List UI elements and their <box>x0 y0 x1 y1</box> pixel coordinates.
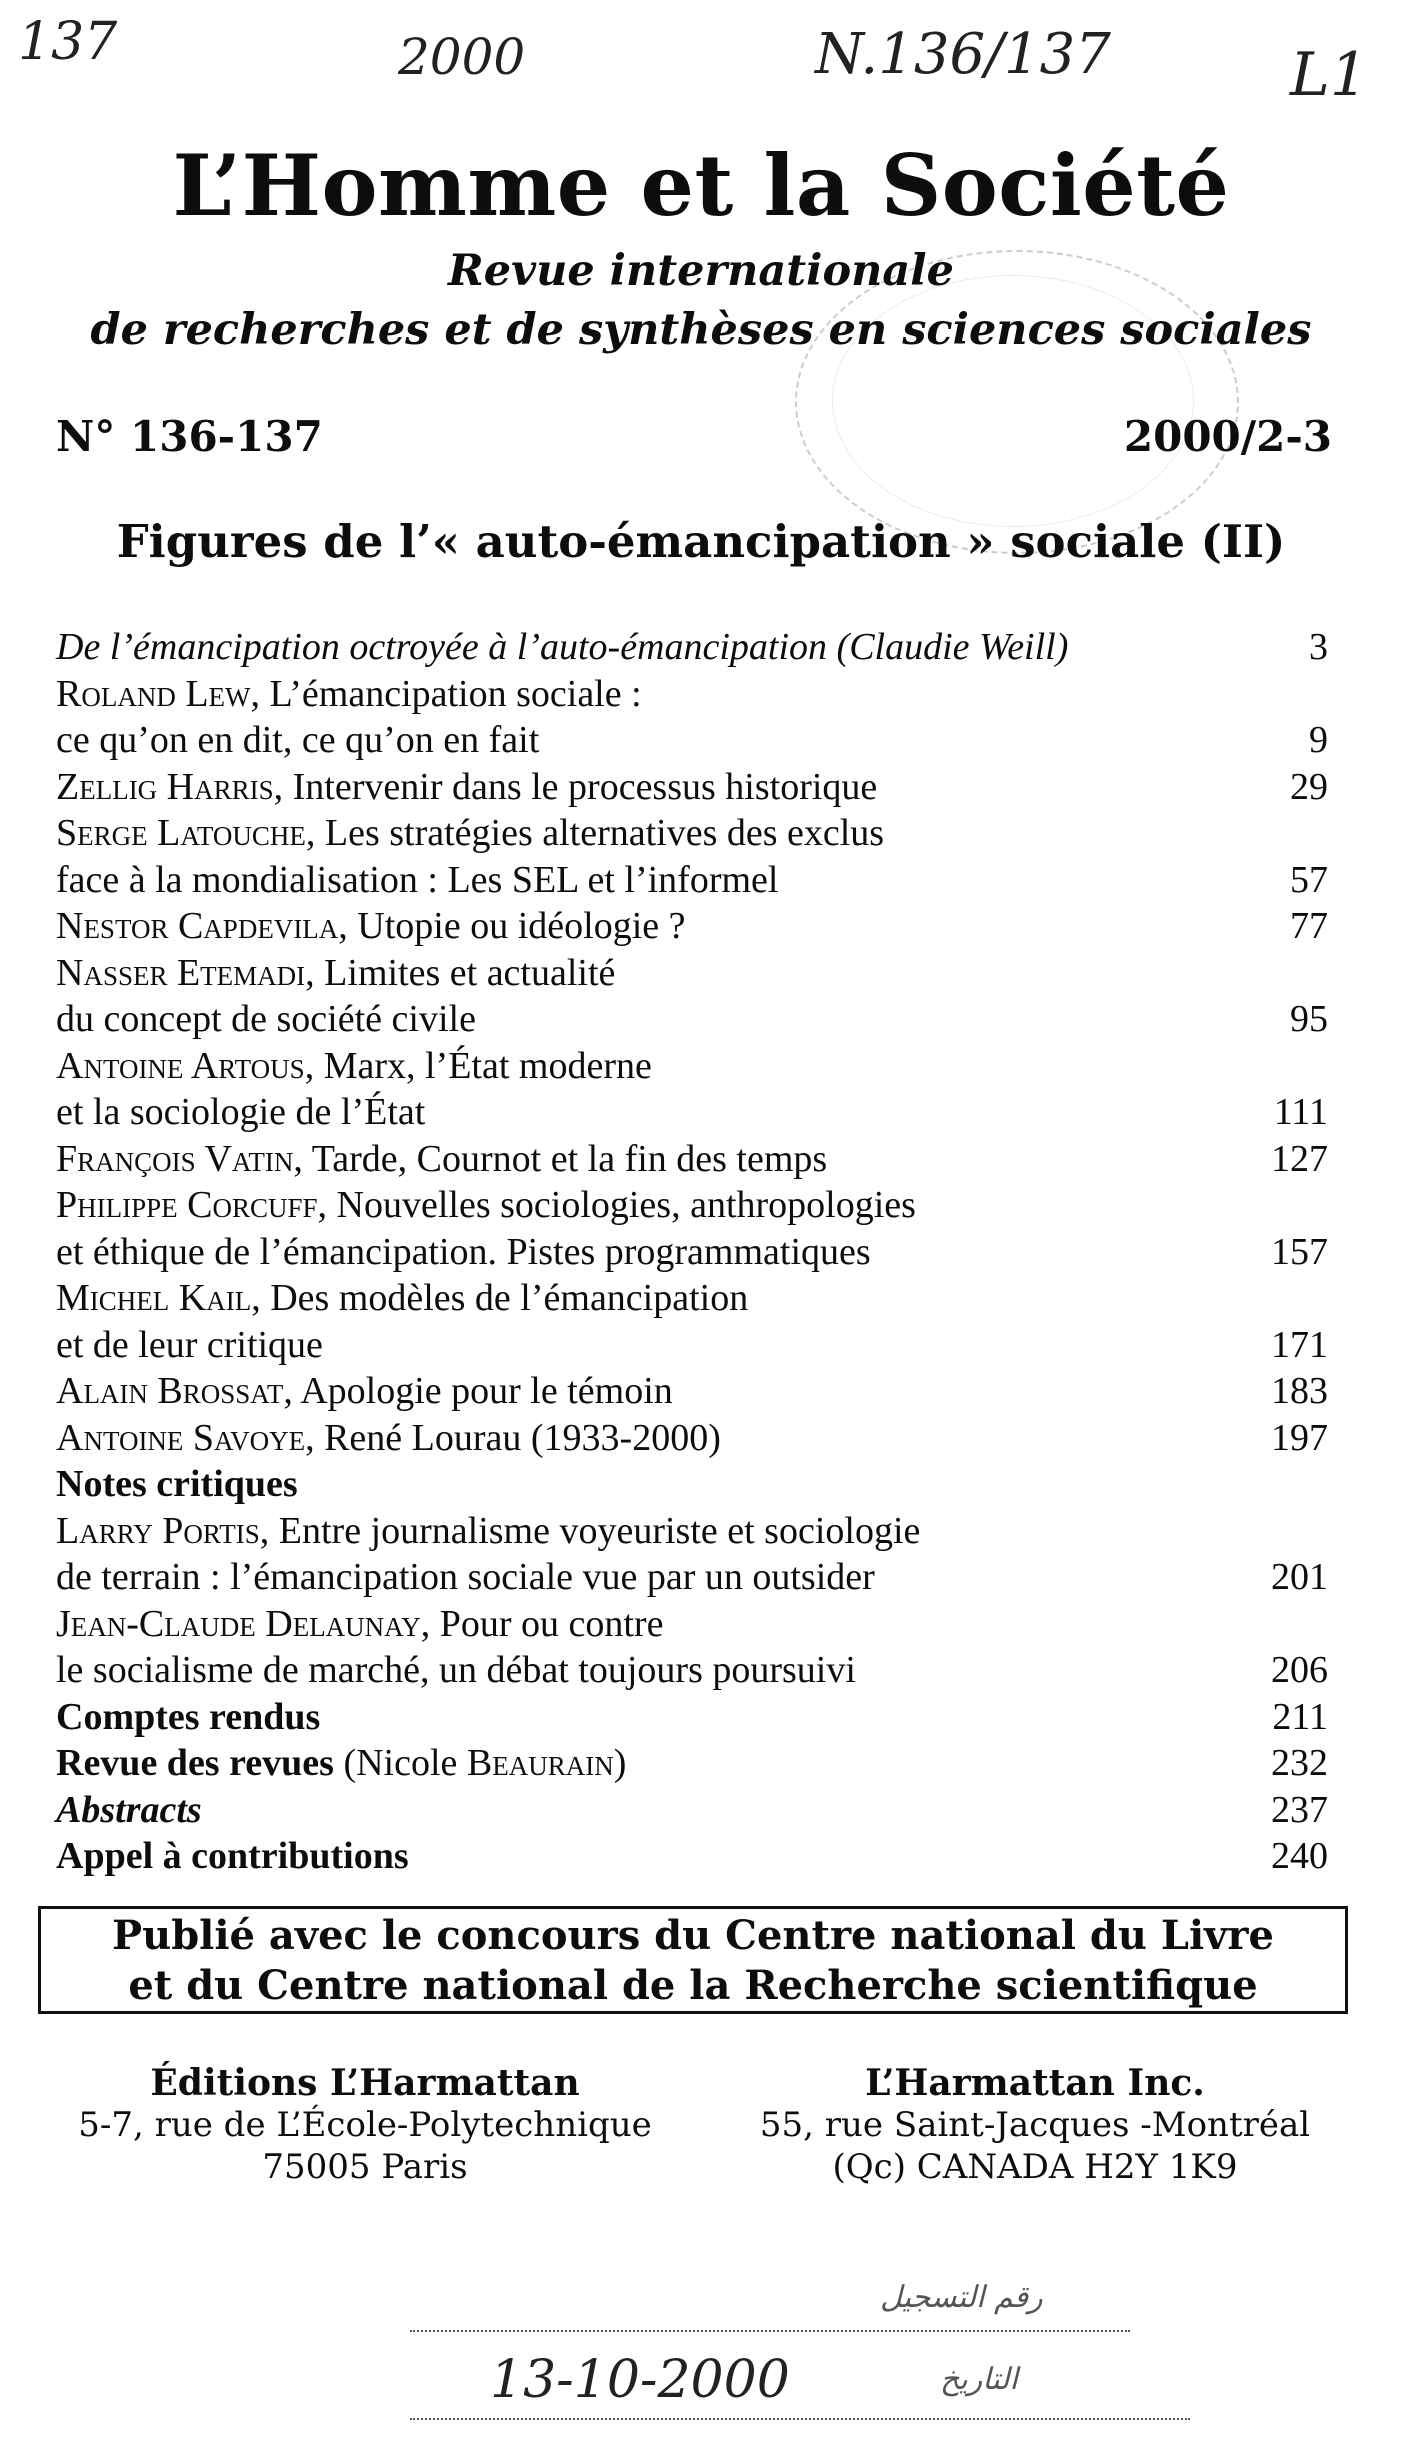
publisher-name: Éditions L’Harmattan <box>150 2062 580 2104</box>
toc-title: , Pour ou contre <box>420 1602 664 1645</box>
toc-title: Abstracts <box>56 1788 202 1831</box>
toc-author: François Vatin <box>56 1137 294 1180</box>
toc-entry <box>56 1508 1328 1555</box>
toc-page: 57 <box>1290 858 1328 901</box>
toc-title-cont: face à la mondialisation : Les SEL et l’informel <box>56 858 779 901</box>
toc-title: Revue des revues <box>56 1742 334 1784</box>
toc-entry <box>56 950 1328 997</box>
toc-title: Appel à contributions <box>56 1835 409 1877</box>
toc-entry-editorial <box>56 624 1328 671</box>
toc-page: 237 <box>1271 1788 1328 1831</box>
publisher-paris <box>40 2062 690 2188</box>
publisher-address: 55, rue Saint-Jacques -Montréal <box>759 2105 1311 2145</box>
toc-title: , Entre journalisme voyeuriste et sociologie <box>259 1509 921 1552</box>
toc-author: Alain Brossat <box>56 1370 284 1412</box>
toc-title-cont: et éthique de l’émancipation. Pistes programmatiques <box>56 1230 871 1273</box>
toc-entry <box>56 1182 1328 1229</box>
toc-title-cont: le socialisme de marché, un débat toujours poursuivi <box>56 1649 856 1691</box>
toc-title-cont: de terrain : l’émancipation sociale vue par un outsider <box>56 1556 875 1598</box>
handwritten-arabic-2: التاريخ <box>940 2362 1018 2397</box>
toc-author: Serge Latouche <box>56 812 306 854</box>
support-notice-line-2: et du Centre national de la Recherche scientifique <box>128 1962 1258 2009</box>
toc-extra: (Nicole <box>333 1742 467 1784</box>
toc-title: , L’émancipation sociale : <box>250 672 642 715</box>
toc-entry <box>56 903 1328 950</box>
toc-entry-cont <box>56 1229 1328 1276</box>
toc-entry <box>56 1368 1328 1415</box>
toc-entry <box>56 671 1328 718</box>
toc-entry-reviews <box>56 1694 1328 1741</box>
toc-page: 157 <box>1271 1230 1328 1273</box>
toc-entry <box>56 810 1328 857</box>
toc-title: , Les stratégies alternatives des exclus <box>305 812 885 854</box>
toc-title: , Limites et actualité <box>305 951 616 994</box>
toc-entry-call <box>56 1833 1328 1880</box>
toc-entry <box>56 1136 1328 1183</box>
journal-subtitle-line-2: de recherches et de synthèses en sciences sociales <box>90 305 1312 355</box>
toc-title: , Utopie ou idéologie ? <box>338 905 686 947</box>
toc-author: Larry Portis <box>56 1509 260 1552</box>
toc-entry <box>56 1415 1328 1462</box>
toc-title-cont: et de leur critique <box>56 1323 323 1366</box>
toc-page: 127 <box>1271 1137 1328 1180</box>
toc-title: Comptes rendus <box>56 1695 321 1738</box>
journal-subtitle-line-1: Revue internationale <box>448 246 954 296</box>
toc-title: De l’émancipation octroyée à l’auto-émancipation (Claudie Weill) <box>56 626 1069 668</box>
toc-author: Nasser Etemadi <box>56 951 306 994</box>
toc-entry-journal-review <box>56 1740 1328 1787</box>
handwritten-date: 13-10-2000 <box>490 2350 790 2410</box>
handwritten-corner-mark: L1 <box>1290 40 1369 110</box>
toc-entry-cont <box>56 717 1328 764</box>
toc-page: 111 <box>1273 1091 1328 1133</box>
toc-author: Nestor Capdevila <box>56 905 339 947</box>
toc-title: , Nouvelles sociologies, anthropologies <box>317 1184 916 1226</box>
toc-page: 171 <box>1271 1323 1328 1366</box>
toc-entry-cont <box>56 1322 1328 1369</box>
toc-title: , Des modèles de l’émancipation <box>251 1277 749 1319</box>
toc-page: 29 <box>1290 765 1328 808</box>
toc-page: 201 <box>1271 1556 1328 1598</box>
publisher-montreal <box>710 2062 1360 2188</box>
support-notice <box>38 1906 1348 2014</box>
toc-page: 77 <box>1290 905 1328 947</box>
toc-section-heading: Notes critiques <box>56 1463 298 1505</box>
toc-entry <box>56 1601 1328 1648</box>
toc-title: , Marx, l’État moderne <box>304 1044 652 1087</box>
toc-page: 9 <box>1309 719 1328 761</box>
handwritten-arabic-1: رقم التسجيل <box>880 2280 1043 2315</box>
handwritten-year: 2000 <box>398 28 526 86</box>
toc-page: 95 <box>1290 998 1328 1040</box>
publisher-address: 5-7, rue de L’École-Polytechnique <box>78 2105 652 2145</box>
toc-page: 206 <box>1271 1649 1328 1691</box>
toc-page: 211 <box>1272 1695 1328 1738</box>
toc-entry-cont <box>56 1089 1328 1136</box>
toc-extra-close: ) <box>613 1742 627 1784</box>
toc-entry-abstracts <box>56 1787 1328 1834</box>
journal-title: L’Homme et la Société <box>172 136 1230 235</box>
toc-author: Jean-Claude Delaunay <box>56 1602 421 1645</box>
table-of-contents <box>56 624 1328 1880</box>
toc-author: Beaurain <box>466 1742 614 1784</box>
toc-page: 232 <box>1271 1742 1328 1784</box>
toc-entry <box>56 1275 1328 1322</box>
issue-date: 2000/2-3 <box>1123 412 1332 461</box>
support-notice-line-1: Publié avec le concours du Centre national du Livre <box>112 1912 1274 1959</box>
toc-title-cont: ce qu’on en dit, ce qu’on en fait <box>56 719 540 761</box>
toc-title: , Intervenir dans le processus historique <box>273 765 878 808</box>
toc-author: Zellig Harris <box>56 765 274 808</box>
toc-entry-cont <box>56 996 1328 1043</box>
registration-line-2 <box>410 2418 1190 2420</box>
registration-line-1 <box>410 2330 1130 2332</box>
toc-author: Antoine Artous <box>56 1044 305 1087</box>
toc-page: 183 <box>1271 1370 1328 1412</box>
publisher-name: L’Harmattan Inc. <box>865 2062 1205 2104</box>
toc-author: Roland Lew <box>56 672 251 715</box>
toc-entry-cont <box>56 1647 1328 1694</box>
toc-page: 240 <box>1271 1835 1328 1877</box>
handwritten-issue-ref: N.136/137 <box>815 22 1111 87</box>
toc-author: Philippe Corcuff <box>56 1184 318 1226</box>
toc-entry <box>56 764 1328 811</box>
toc-author: Michel Kail <box>56 1277 252 1319</box>
toc-page: 197 <box>1271 1416 1328 1459</box>
issue-theme: Figures de l’« auto-émancipation » sociale (II) <box>116 515 1286 568</box>
toc-author: Antoine Savoye <box>56 1416 306 1459</box>
toc-title-cont: et la sociologie de l’État <box>56 1091 426 1133</box>
toc-title-cont: du concept de société civile <box>56 998 476 1040</box>
toc-entry <box>56 1043 1328 1090</box>
toc-page: 3 <box>1309 626 1328 668</box>
handwritten-number: 137 <box>18 12 118 72</box>
publisher-city: 75005 Paris <box>262 2147 468 2187</box>
publisher-city: (Qc) CANADA H2Y 1K9 <box>832 2147 1238 2187</box>
toc-title: , Tarde, Cournot et la fin des temps <box>293 1137 828 1180</box>
toc-entry-cont <box>56 857 1328 904</box>
toc-entry-cont <box>56 1554 1328 1601</box>
issue-number: N° 136-137 <box>56 412 323 461</box>
toc-title: , René Lourau (1933-2000) <box>305 1416 721 1459</box>
toc-title: , Apologie pour le témoin <box>283 1370 673 1412</box>
